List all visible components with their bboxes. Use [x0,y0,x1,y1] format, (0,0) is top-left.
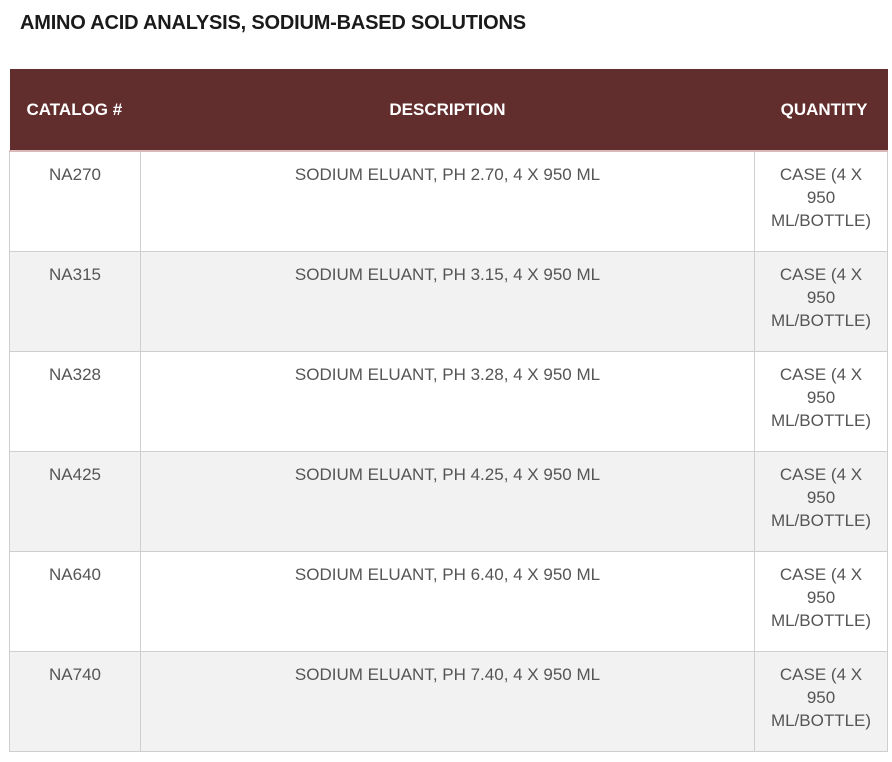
cell-description: SODIUM ELUANT, PH 6.40, 4 X 950 ML [141,551,755,651]
cell-description: SODIUM ELUANT, PH 2.70, 4 X 950 ML [141,151,755,251]
cell-catalog: NA425 [10,451,141,551]
table-row [10,351,888,451]
cell-quantity: CASE (4 X 950 ML/BOTTLE) [755,651,888,751]
column-header-catalog: CATALOG # [10,69,141,151]
table-row [10,551,888,651]
cell-quantity: CASE (4 X 950 ML/BOTTLE) [755,151,888,251]
cell-quantity: CASE (4 X 950 ML/BOTTLE) [755,451,888,551]
product-table [9,69,888,752]
table-header-row [10,69,888,151]
column-header-description: DESCRIPTION [141,69,755,151]
cell-description: SODIUM ELUANT, PH 3.15, 4 X 950 ML [141,251,755,351]
cell-catalog: NA740 [10,651,141,751]
cell-description: SODIUM ELUANT, PH 7.40, 4 X 950 ML [141,651,755,751]
table-row [10,151,888,251]
cell-description: SODIUM ELUANT, PH 4.25, 4 X 950 ML [141,451,755,551]
cell-catalog: NA328 [10,351,141,451]
cell-catalog: NA640 [10,551,141,651]
cell-catalog: NA270 [10,151,141,251]
column-header-quantity: QUANTITY [755,69,888,151]
cell-description: SODIUM ELUANT, PH 3.28, 4 X 950 ML [141,351,755,451]
page-title: AMINO ACID ANALYSIS, SODIUM-BASED SOLUTIONS [20,12,526,34]
cell-catalog: NA315 [10,251,141,351]
cell-quantity: CASE (4 X 950 ML/BOTTLE) [755,551,888,651]
product-table-container [9,69,887,752]
cell-quantity: CASE (4 X 950 ML/BOTTLE) [755,351,888,451]
table-row [10,651,888,751]
table-row [10,451,888,551]
cell-quantity: CASE (4 X 950 ML/BOTTLE) [755,251,888,351]
table-row [10,251,888,351]
